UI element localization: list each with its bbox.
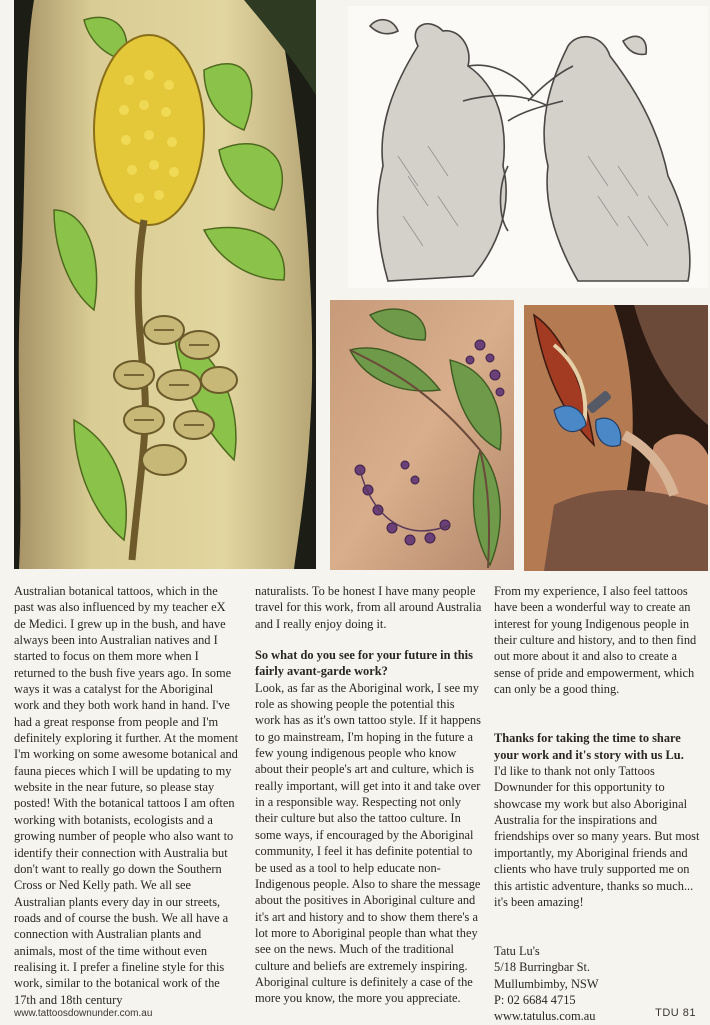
- footer-page-number: TDU 81: [655, 1007, 696, 1019]
- interview-question: So what do you see for your future in this fairly avant-garde work?: [255, 648, 473, 679]
- interview-question: Thanks for taking the time to share your work and it's story with us Lu.: [494, 731, 684, 762]
- footer-website-url: www.tattoosdownunder.com.au: [14, 1008, 153, 1019]
- article-column-1: [14, 583, 240, 1008]
- article-column-2: [255, 583, 483, 1007]
- tattooing-in-progress-photo: [524, 305, 708, 571]
- article-column-3: [494, 583, 706, 1025]
- interview-answer: Look, as far as the Aboriginal work, I see my role as showing people the potential this work has as it's own tattoo style. If it happens to go mainstream, I'm hoping in the future a few young indigenous people who know about their people's art and culture, which is really important, will get into it and take over in a responsible way. Respecting not only their culture but also the tattoo culture. In some ways, if encouraged by the Aboriginal community, I feel it has definite potential to be used as a tool to help educate non-Indigenous people. Also to share the message about the positives in Aboriginal culture and it's art and history and to show them there's a lot more to Aboriginal people than what they see on the news. Much of the traditional culture and beliefs are extremely inspiring. Aboriginal culture is definitely a case of the more you know, the more you appreciate.: [255, 680, 481, 1006]
- article-paragraph: naturalists. To be honest I have many people travel for this work, from all around Australia and I really enjoy doing it.: [255, 584, 482, 631]
- studio-name: Tatu Lu's: [494, 944, 540, 959]
- banksia-tattoo-photo: [14, 0, 316, 569]
- interview-answer: I'd like to thank not only Tattoos Downunder for this opportunity to showcase my work but also Aboriginal Australia for the inspirations and friendships over so many years. But most importantly, my Aboriginal friends and clients who have truly supported me on this artistic adventure, thanks so much... it's been amazing!: [494, 764, 700, 909]
- article-paragraph: Australian botanical tattoos, which in the past was also influenced by my teacher eX de Medici. I grew up in the bush, and have always been into Australian natives and I started to focus on them more when I returned to the bush five years ago. In some ways it was a catalyst for the Aboriginal work and they both work hand in hand. I've had a great response from people and I'm definitely exploring it further. At the moment I'm working on some awesome botanical and fauna pieces which I will be updating to my website in the near future, so please stay posted! With the botanical tattoos I am often working with botanists, ecologists and a growing number of people who also want to identify their connection with Australia but don't want to really go down the Southern Cross or Ned Kelly path. We all see Australian plants every day in our streets, roads and of course the bush. We all have a connection with Australian plants and animals, most of the time without even realising it. I prefer a fineline style for this work, similar to the botanical work of the 17th and 18th century: [14, 584, 239, 1007]
- studio-website: www.tatulus.com.au: [494, 1009, 596, 1024]
- studio-phone: P: 02 6684 4715: [494, 993, 576, 1008]
- studio-street: 5/18 Burringbar St.: [494, 960, 591, 975]
- studio-town: Mullumbimby, NSW: [494, 976, 599, 991]
- eucalyptus-tattoo-photo: [330, 300, 514, 570]
- article-paragraph: From my experience, I also feel tattoos have been a wonderful way to create an interest for young Indigenous people in their culture and history, and to then find out more about it and also to create a sense of pride and empowerment, which can only be a good thing.: [494, 584, 697, 697]
- boxing-kangaroos-illustration: [348, 6, 708, 288]
